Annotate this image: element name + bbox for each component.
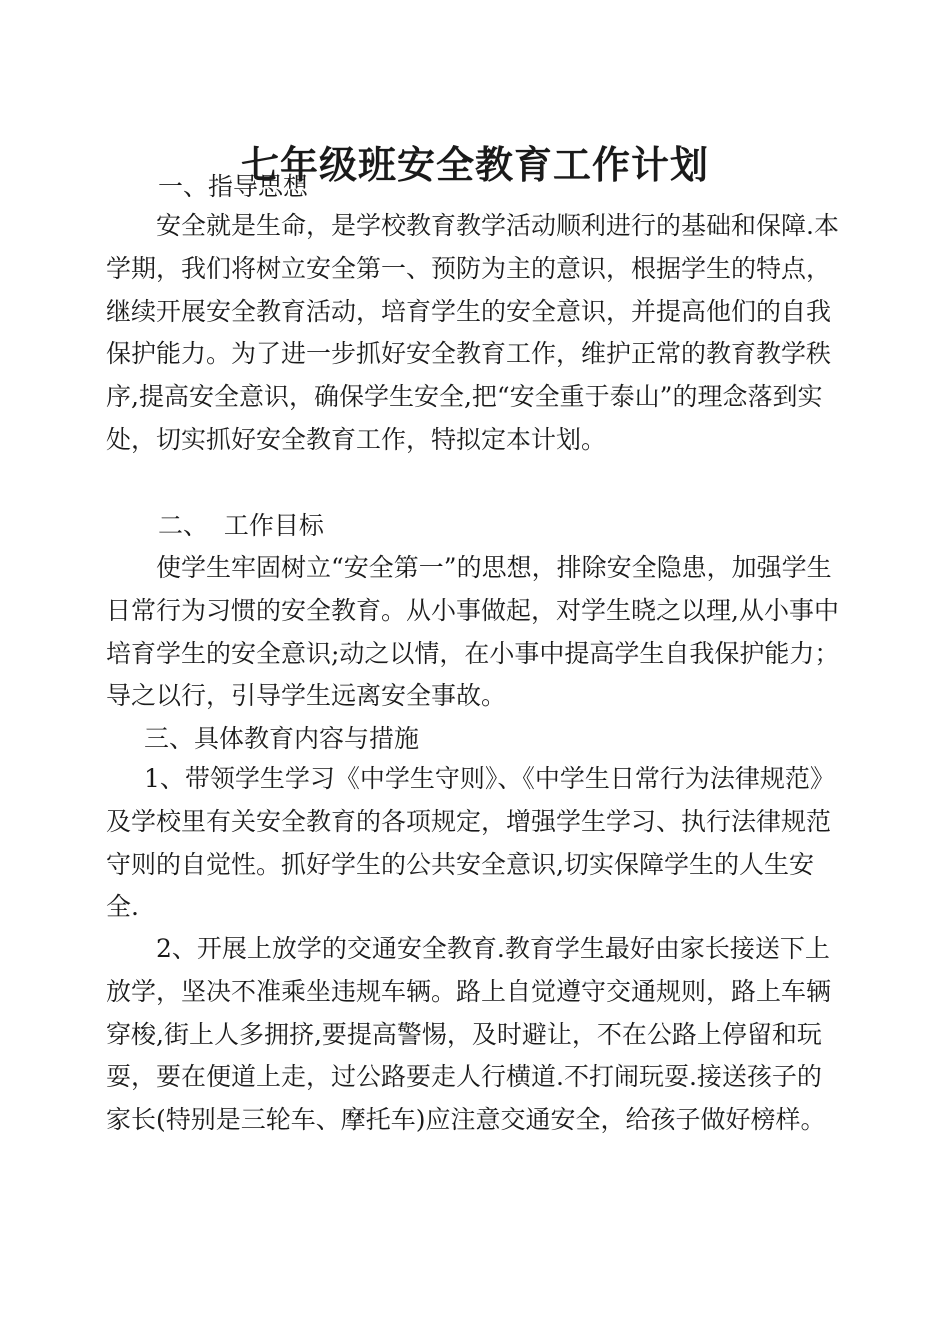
section-paragraph-guiding-thought: 安全就是生命，是学校教育教学活动顺利进行的基础和保障.本学期，我们将树立安全第一、预防为主的意识，根据学生的特点，继续开展安全教育活动，培育学生的安全意识，并提高他们的自我保护能力。为了进一步抓好安全教育工作，维护正常的教育教学秩序,提高安全意识，确保学生安全,把“安全重于泰山”的理念落到实处，切实抓好安全教育工作，特拟定本计划。 [106, 211, 839, 454]
section-heading-work-goal: 二、 工作目标 [158, 511, 324, 540]
document-title: 七年级班安全教育工作计划 [240, 142, 709, 188]
measure-item-1: 1、带领学生学习《中学生守则》、《中学生日常行为法律规范》及学校里有关安全教育的各项规定，增强学生学习、执行法律规范守则的自觉性。抓好学生的公共安全意识,切实保障学生的人生安全. [106, 764, 835, 922]
section-heading-measures: 三、具体教育内容与措施 [144, 724, 420, 753]
section-paragraph-work-goal: 使学生牢固树立“安全第一”的思想，排除安全隐患，加强学生日常行为习惯的安全教育。从小事做起，对学生晓之以理,从小事中培育学生的安全意识;动之以情，在小事中提高学生自我保护能力；导之以行，引导学生远离安全事故。 [106, 553, 840, 711]
section-heading-guiding-thought: 一、指导思想 [158, 172, 309, 201]
measure-item-2: 2、开展上放学的交通安全教育.教育学生最好由家长接送下上放学，坚决不准乘坐违规车辆。路上自觉遵守交通规则，路上车辆穿梭,街上人多拥挤,要提高警惕，及时避让，不在公路上停留和玩耍，要在便道上走，过公路要走人行横道.不打闹玩耍.接送孩子的家长(特别是三轮车、摩托车)应注意交通安全，给孩子做好榜样。 [106, 934, 832, 1135]
